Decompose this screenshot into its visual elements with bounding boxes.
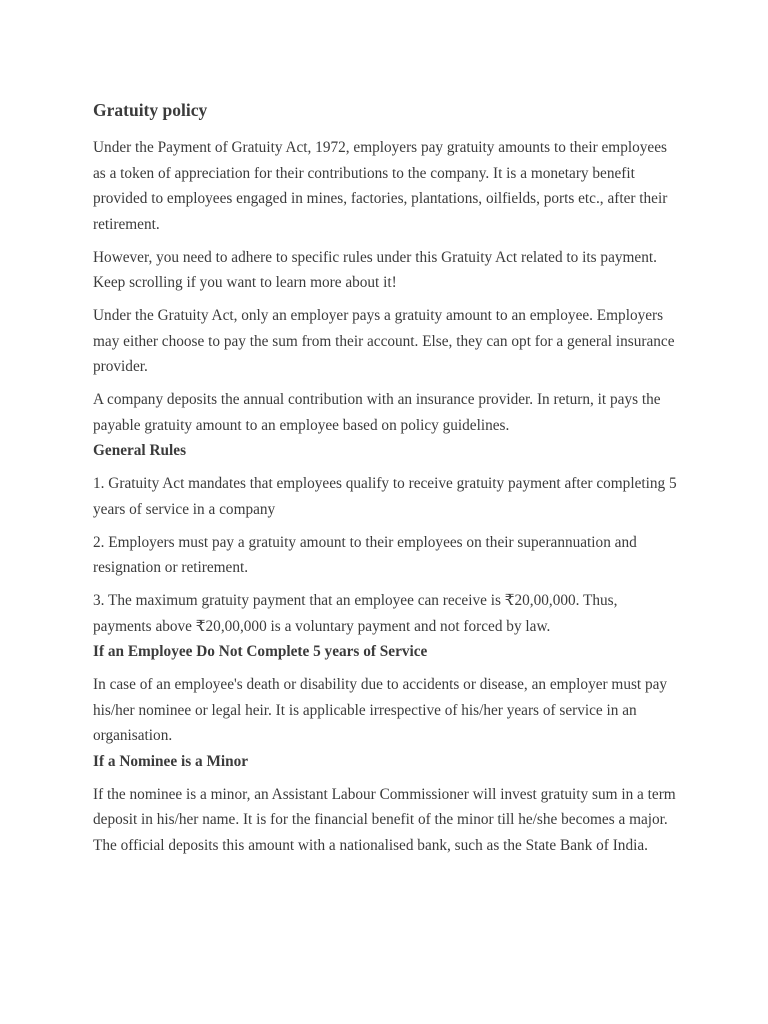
- document-title: Gratuity policy: [93, 100, 208, 120]
- heading-nominee-minor: If a Nominee is a Minor: [93, 752, 249, 770]
- para-rule-1: 1. Gratuity Act mandates that employees qualify to receive gratuity payment after completing 5 years of service in a company: [93, 475, 677, 518]
- document-content: [93, 97, 678, 866]
- para-minor-nominee: If the nominee is a minor, an Assistant Labour Commissioner will invest gratuity sum in a term deposit in his/her name. It is for the financial benefit of the minor till he/she becomes a major. The official deposits this amount with a nationalised bank, such as the State Bank of India.: [93, 785, 676, 854]
- para-rule-3: 3. The maximum gratuity payment that an employee can receive is ₹20,00,000. Thus, payments above ₹20,00,000 is a voluntary payment and not forced by law.: [93, 592, 618, 635]
- para-employer-pays: Under the Gratuity Act, only an employer pays a gratuity amount to an employee. Employers may either choose to pay the sum from their account. Else, they can opt for a general insurance provider.: [93, 307, 675, 375]
- para-death-disability: In case of an employee's death or disability due to accidents or disease, an employer must pay his/her nominee or legal heir. It is applicable irrespective of his/her years of service in an organisation.: [93, 676, 668, 744]
- heading-incomplete-service: If an Employee Do Not Complete 5 years of Service: [93, 643, 428, 660]
- para-intro-gratuity-act: Under the Payment of Gratuity Act, 1972, employers pay gratuity amounts to their employees as a token of appreciation for their contributions to the company. It is a monetary benefit provided to employees engaged in mines, factories, plantations, oilfields, ports etc., after their retirement.: [93, 139, 668, 233]
- para-rule-2: 2. Employers must pay a gratuity amount to their employees on their superannuation and resignation or retirement.: [93, 533, 637, 576]
- para-rules-note: However, you need to adhere to specific rules under this Gratuity Act related to its payment. Keep scrolling if you want to learn more about it!: [93, 248, 657, 291]
- para-insurance-deposit: A company deposits the annual contribution with an insurance provider. In return, it pays the payable gratuity amount to an employee based on policy guidelines.: [93, 391, 661, 434]
- heading-general-rules: General Rules: [93, 442, 187, 459]
